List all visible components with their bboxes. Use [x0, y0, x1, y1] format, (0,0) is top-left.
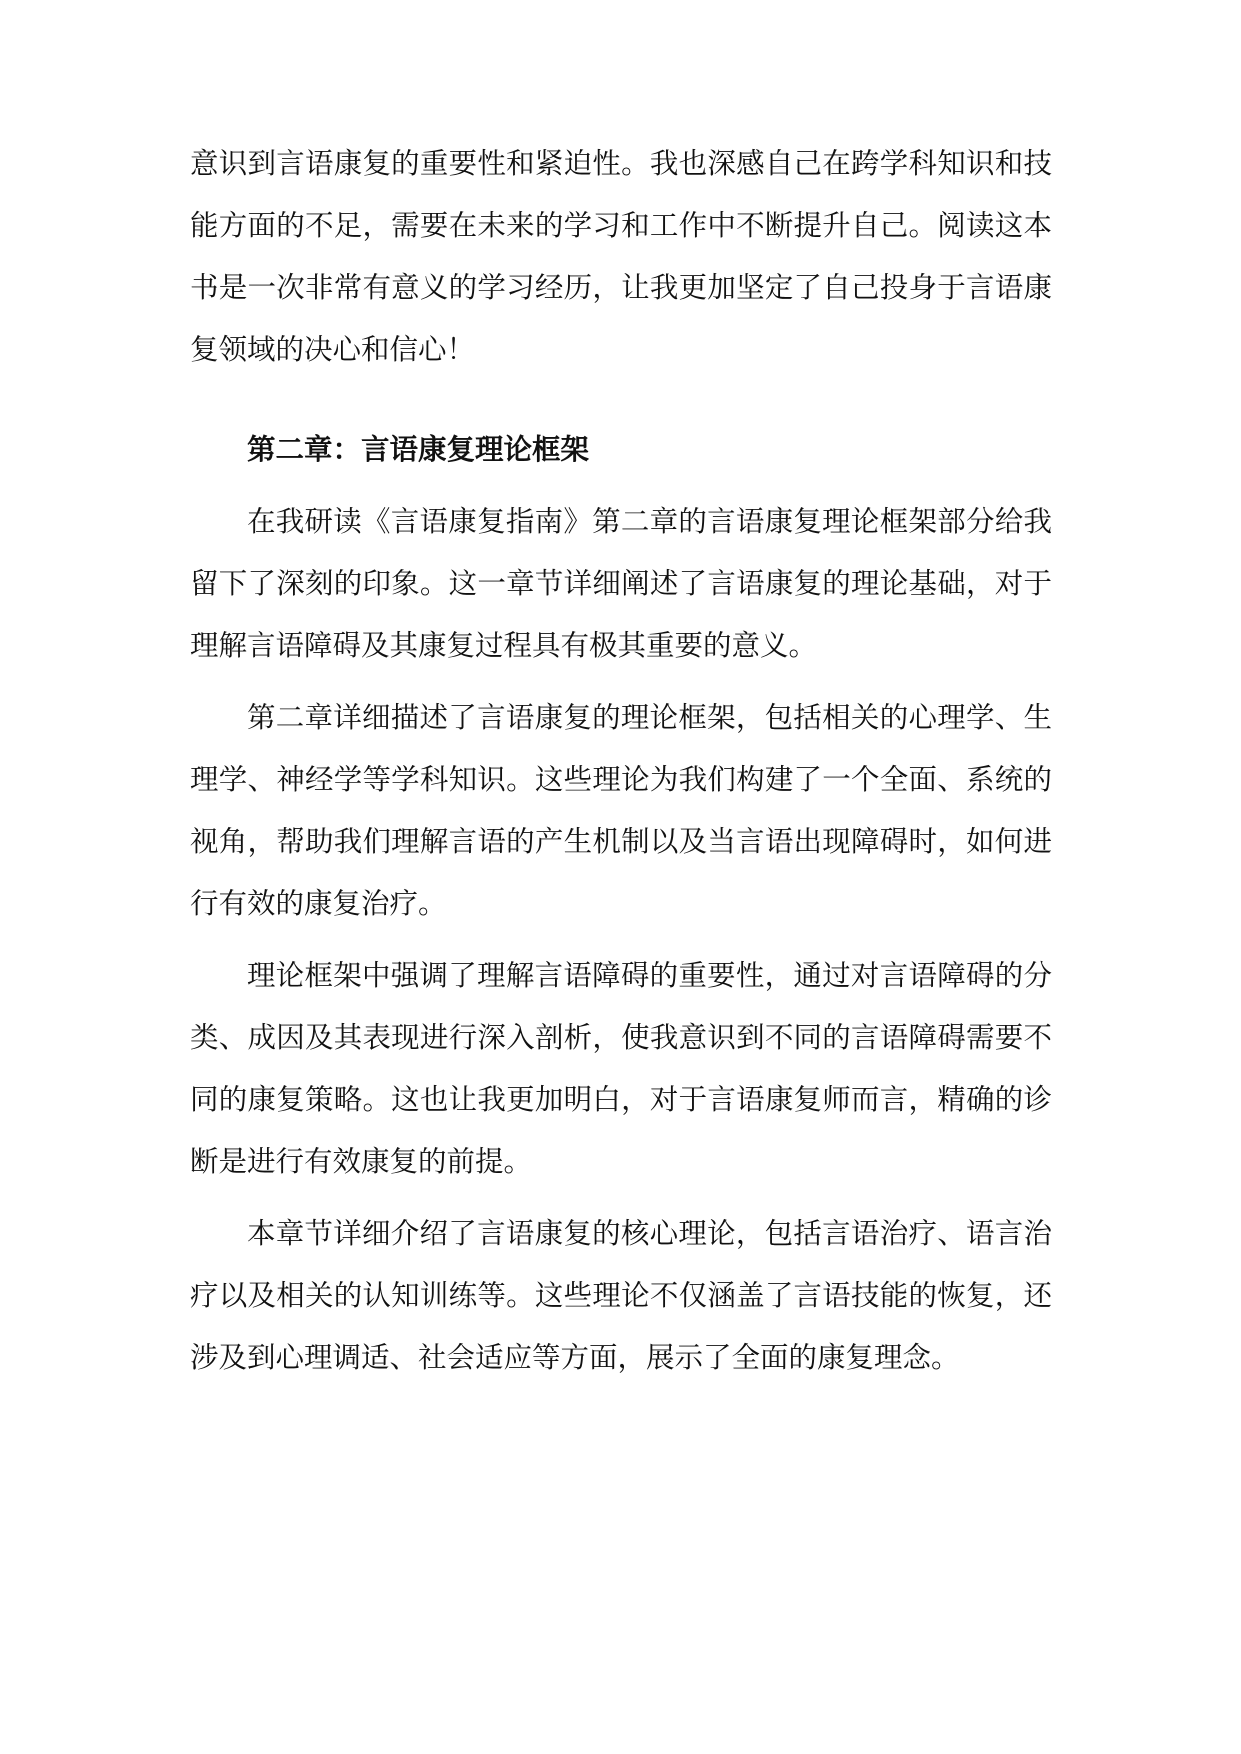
paragraph-spacer	[190, 935, 1052, 945]
section-spacer	[190, 381, 1052, 419]
body-paragraph: 在我研读《言语康复指南》第二章的言语康复理论框架部分给我留下了深刻的印象。这一章节详细阐述了言语康复的理论基础，对于理解言语障碍及其康复过程具有极其重要的意义。	[190, 505, 1052, 662]
chapter-heading: 第二章：言语康复理论框架	[247, 433, 590, 466]
body-paragraph: 本章节详细介绍了言语康复的核心理论，包括言语治疗、语言治疗以及相关的认知训练等。这些理论不仅涵盖了言语技能的恢复，还涉及到心理调适、社会适应等方面，展示了全面的康复理念。	[190, 1217, 1052, 1374]
heading-spacer	[190, 481, 1052, 491]
paragraph-spacer	[190, 677, 1052, 687]
document-body	[190, 133, 1052, 1389]
body-paragraph: 第二章详细描述了言语康复的理论框架，包括相关的心理学、生理学、神经学等学科知识。这些理论为我们构建了一个全面、系统的视角，帮助我们理解言语的产生机制以及当言语出现障碍时，如何进行有效的康复治疗。	[190, 701, 1052, 920]
paragraph-spacer	[190, 1193, 1052, 1203]
continuation-paragraph: 意识到言语康复的重要性和紧迫性。我也深感自己在跨学科知识和技能方面的不足，需要在未来的学习和工作中不断提升自己。阅读这本书是一次非常有意义的学习经历，让我更加坚定了自己投身于言语康复领域的决心和信心！	[190, 147, 1052, 366]
body-paragraph: 理论框架中强调了理解言语障碍的重要性，通过对言语障碍的分类、成因及其表现进行深入剖析，使我意识到不同的言语障碍需要不同的康复策略。这也让我更加明白，对于言语康复师而言，精确的诊断是进行有效康复的前提。	[190, 959, 1052, 1178]
